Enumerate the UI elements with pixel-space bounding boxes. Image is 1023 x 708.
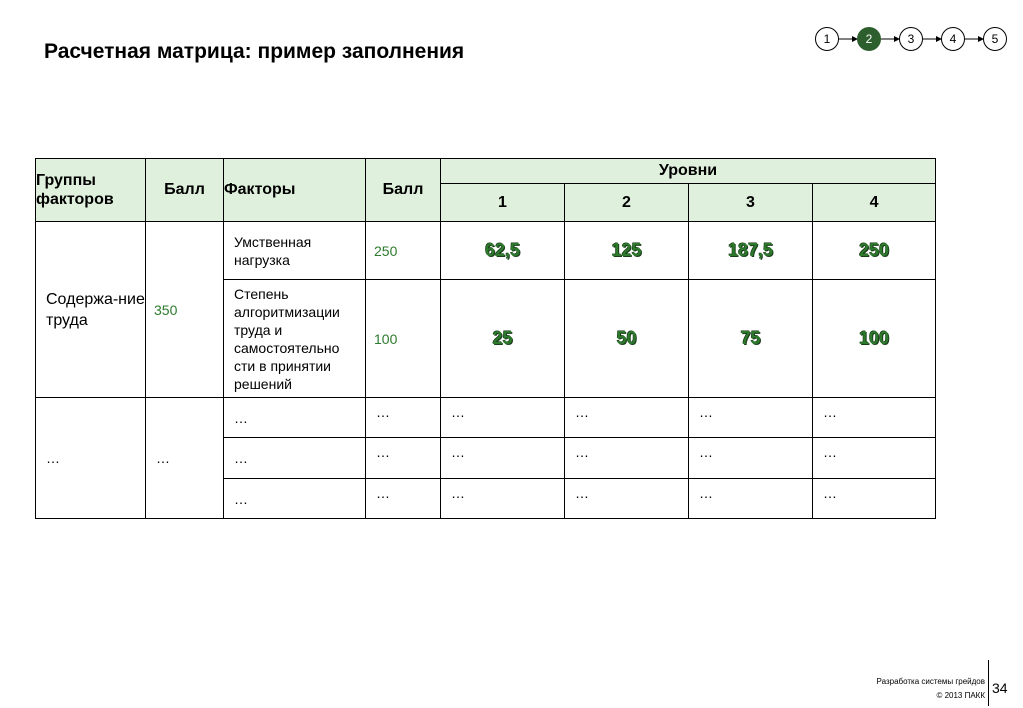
table-row <box>36 222 936 280</box>
placeholder-cell: … <box>689 398 813 438</box>
placeholder-cell: … <box>813 438 936 479</box>
level-value: 100 <box>813 280 936 398</box>
factor-score: 250 <box>366 222 441 280</box>
placeholder-cell: … <box>813 479 936 519</box>
level-value: 50 <box>565 280 689 398</box>
header-level-1: 1 <box>441 184 565 222</box>
step-3[interactable]: 3 <box>899 27 923 51</box>
factor-name: Умственная нагрузка <box>224 222 366 280</box>
placeholder-cell: … <box>224 398 366 438</box>
step-4[interactable]: 4 <box>941 27 965 51</box>
step-indicator <box>815 27 1010 53</box>
level-value: 25 <box>441 280 565 398</box>
page-number: 34 <box>992 680 1008 696</box>
placeholder-cell: … <box>366 398 441 438</box>
placeholder-cell: … <box>689 479 813 519</box>
placeholder-cell: … <box>565 438 689 479</box>
group-name: Содержа-ние труда <box>36 222 146 398</box>
placeholder-cell: … <box>146 398 224 519</box>
footer-caption: Разработка системы грейдов <box>876 677 985 686</box>
level-value: 75 <box>689 280 813 398</box>
level-value: 125 <box>565 222 689 280</box>
header-level-2: 2 <box>565 184 689 222</box>
placeholder-cell: … <box>565 479 689 519</box>
placeholder-cell: … <box>441 398 565 438</box>
header-levels: Уровни <box>441 159 936 184</box>
header-score: Балл <box>146 159 224 222</box>
placeholder-cell: … <box>441 438 565 479</box>
header-level-4: 4 <box>813 184 936 222</box>
header-factors: Факторы <box>224 159 366 222</box>
placeholder-cell: … <box>689 438 813 479</box>
step-1[interactable]: 1 <box>815 27 839 51</box>
group-score: 350 <box>146 222 224 398</box>
factor-score: 100 <box>366 280 441 398</box>
calculation-matrix-table <box>35 158 936 519</box>
placeholder-cell: … <box>224 479 366 519</box>
level-value: 187,5 <box>689 222 813 280</box>
level-value: 62,5 <box>441 222 565 280</box>
placeholder-cell: … <box>813 398 936 438</box>
header-level-3: 3 <box>689 184 813 222</box>
footer-divider <box>988 660 989 706</box>
header-factor-score: Балл <box>366 159 441 222</box>
step-5[interactable]: 5 <box>983 27 1007 51</box>
placeholder-cell: … <box>224 438 366 479</box>
placeholder-cell: … <box>366 479 441 519</box>
page-title: Расчетная матрица: пример заполнения <box>44 40 465 63</box>
placeholder-cell: … <box>565 398 689 438</box>
placeholder-cell: … <box>441 479 565 519</box>
placeholder-cell: … <box>36 398 146 519</box>
header-groups: Группы факторов <box>36 159 146 222</box>
placeholder-cell: … <box>366 438 441 479</box>
level-value: 250 <box>813 222 936 280</box>
footer-copyright: © 2013 ПАКК <box>936 691 985 700</box>
step-2-active[interactable]: 2 <box>857 27 881 51</box>
factor-name: Степень алгоритмизации труда и самостоятельно сти в принятии решений <box>224 280 366 398</box>
table-row <box>36 398 936 438</box>
